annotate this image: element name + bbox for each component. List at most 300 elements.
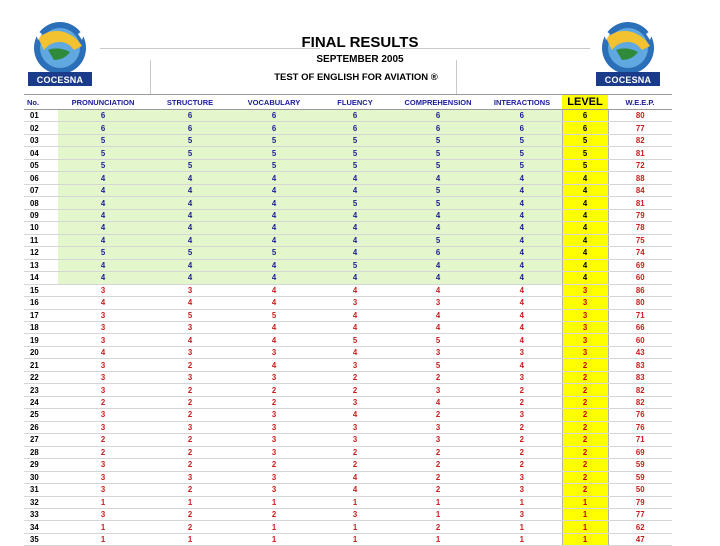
vocabulary-score: 3	[232, 371, 316, 383]
level-score: 2	[562, 421, 608, 433]
structure-score: 4	[148, 272, 232, 284]
fluency-score: 4	[316, 284, 394, 296]
row-number: 25	[24, 409, 58, 421]
weep-score: 62	[608, 521, 672, 533]
comprehension-score: 2	[394, 459, 482, 471]
interactions-score: 4	[482, 321, 562, 333]
row-number: 16	[24, 297, 58, 309]
fluency-score: 2	[316, 446, 394, 458]
weep-score: 79	[608, 496, 672, 508]
table-row	[24, 247, 672, 259]
row-number: 11	[24, 234, 58, 246]
row-number: 30	[24, 471, 58, 483]
interactions-score: 2	[482, 421, 562, 433]
pronunciation-score: 4	[58, 222, 148, 234]
interactions-score: 4	[482, 309, 562, 321]
structure-score: 3	[148, 471, 232, 483]
vocabulary-score: 1	[232, 533, 316, 545]
table-row	[24, 346, 672, 358]
row-number: 08	[24, 197, 58, 209]
structure-score: 2	[148, 396, 232, 408]
structure-score: 2	[148, 459, 232, 471]
structure-score: 4	[148, 197, 232, 209]
fluency-score: 3	[316, 434, 394, 446]
structure-score: 4	[148, 234, 232, 246]
column-header-pronunciation: PRONUNCIATION	[58, 95, 148, 110]
pronunciation-score: 4	[58, 184, 148, 196]
interactions-score: 4	[482, 259, 562, 271]
row-number: 14	[24, 272, 58, 284]
vocabulary-score: 2	[232, 459, 316, 471]
row-number: 17	[24, 309, 58, 321]
fluency-score: 4	[316, 209, 394, 221]
row-number: 19	[24, 334, 58, 346]
comprehension-score: 3	[394, 434, 482, 446]
vocabulary-score: 3	[232, 484, 316, 496]
table-row	[24, 159, 672, 171]
level-score: 6	[562, 110, 608, 122]
level-score: 4	[562, 247, 608, 259]
interactions-score: 5	[482, 147, 562, 159]
comprehension-score: 1	[394, 509, 482, 521]
comprehension-score: 4	[394, 259, 482, 271]
column-header-no: No.	[24, 95, 58, 110]
row-number: 21	[24, 359, 58, 371]
table-row	[24, 421, 672, 433]
table-row	[24, 359, 672, 371]
weep-score: 72	[608, 159, 672, 171]
column-header-comprehension: COMPREHENSION	[394, 95, 482, 110]
row-number: 05	[24, 159, 58, 171]
fluency-score: 2	[316, 371, 394, 383]
interactions-score: 5	[482, 134, 562, 146]
interactions-score: 3	[482, 484, 562, 496]
fluency-score: 3	[316, 396, 394, 408]
interactions-score: 2	[482, 446, 562, 458]
interactions-score: 2	[482, 434, 562, 446]
row-number: 26	[24, 421, 58, 433]
vocabulary-score: 4	[232, 184, 316, 196]
table-row	[24, 446, 672, 458]
weep-score: 77	[608, 509, 672, 521]
fluency-score: 4	[316, 471, 394, 483]
interactions-score: 4	[482, 284, 562, 296]
level-score: 3	[562, 284, 608, 296]
pronunciation-score: 3	[58, 509, 148, 521]
level-score: 5	[562, 159, 608, 171]
table-row	[24, 471, 672, 483]
row-number: 03	[24, 134, 58, 146]
vocabulary-score: 4	[232, 297, 316, 309]
test-name: TEST OF ENGLISH FOR AVIATION ®	[274, 72, 438, 83]
vocabulary-score: 3	[232, 421, 316, 433]
structure-score: 5	[148, 247, 232, 259]
table-row	[24, 496, 672, 508]
pronunciation-score: 3	[58, 384, 148, 396]
vocabulary-score: 3	[232, 434, 316, 446]
interactions-score: 2	[482, 459, 562, 471]
vocabulary-score: 2	[232, 509, 316, 521]
weep-score: 50	[608, 484, 672, 496]
weep-score: 78	[608, 222, 672, 234]
pronunciation-score: 4	[58, 346, 148, 358]
row-number: 24	[24, 396, 58, 408]
pronunciation-score: 3	[58, 371, 148, 383]
interactions-score: 4	[482, 209, 562, 221]
structure-score: 3	[148, 371, 232, 383]
level-score: 4	[562, 222, 608, 234]
pronunciation-score: 3	[58, 321, 148, 333]
comprehension-score: 5	[394, 359, 482, 371]
structure-score: 2	[148, 384, 232, 396]
fluency-score: 4	[316, 222, 394, 234]
weep-score: 69	[608, 259, 672, 271]
pronunciation-score: 3	[58, 309, 148, 321]
fluency-score: 2	[316, 384, 394, 396]
structure-score: 2	[148, 521, 232, 533]
row-number: 29	[24, 459, 58, 471]
structure-score: 4	[148, 184, 232, 196]
row-number: 20	[24, 346, 58, 358]
row-number: 18	[24, 321, 58, 333]
table-row	[24, 309, 672, 321]
interactions-score: 4	[482, 272, 562, 284]
fluency-score: 6	[316, 122, 394, 134]
fluency-score: 4	[316, 272, 394, 284]
pronunciation-score: 1	[58, 533, 148, 545]
weep-score: 60	[608, 272, 672, 284]
comprehension-score: 2	[394, 371, 482, 383]
comprehension-score: 3	[394, 346, 482, 358]
interactions-score: 4	[482, 234, 562, 246]
level-score: 4	[562, 197, 608, 209]
page-title: FINAL RESULTS	[301, 34, 419, 51]
logo-left-text: COCESNA	[36, 75, 84, 85]
structure-score: 5	[148, 147, 232, 159]
fluency-score: 1	[316, 521, 394, 533]
row-number: 01	[24, 110, 58, 122]
fluency-score: 5	[316, 334, 394, 346]
column-header-fluency: FLUENCY	[316, 95, 394, 110]
row-number: 09	[24, 209, 58, 221]
pronunciation-score: 1	[58, 521, 148, 533]
table-row	[24, 434, 672, 446]
comprehension-score: 2	[394, 484, 482, 496]
row-number: 34	[24, 521, 58, 533]
weep-score: 82	[608, 134, 672, 146]
level-score: 1	[562, 509, 608, 521]
structure-score: 4	[148, 297, 232, 309]
interactions-score: 4	[482, 222, 562, 234]
fluency-score: 4	[316, 234, 394, 246]
weep-score: 83	[608, 359, 672, 371]
interactions-score: 3	[482, 371, 562, 383]
weep-score: 82	[608, 384, 672, 396]
weep-score: 75	[608, 234, 672, 246]
vocabulary-score: 6	[232, 122, 316, 134]
vocabulary-score: 4	[232, 259, 316, 271]
structure-score: 5	[148, 309, 232, 321]
column-header-level: LEVEL	[562, 95, 608, 110]
weep-score: 66	[608, 321, 672, 333]
table-row	[24, 147, 672, 159]
level-score: 4	[562, 234, 608, 246]
fluency-score: 4	[316, 309, 394, 321]
weep-score: 71	[608, 309, 672, 321]
weep-score: 43	[608, 346, 672, 358]
level-score: 3	[562, 297, 608, 309]
vocabulary-score: 1	[232, 521, 316, 533]
fluency-score: 4	[316, 409, 394, 421]
row-number: 04	[24, 147, 58, 159]
interactions-score: 2	[482, 384, 562, 396]
pronunciation-score: 3	[58, 284, 148, 296]
interactions-score: 4	[482, 197, 562, 209]
comprehension-score: 6	[394, 110, 482, 122]
structure-score: 4	[148, 334, 232, 346]
fluency-score: 3	[316, 359, 394, 371]
level-score: 1	[562, 533, 608, 545]
comprehension-score: 2	[394, 446, 482, 458]
fluency-score: 4	[316, 184, 394, 196]
comprehension-score: 3	[394, 421, 482, 433]
level-score: 5	[562, 147, 608, 159]
table-row	[24, 321, 672, 333]
level-score: 1	[562, 496, 608, 508]
vocabulary-score: 2	[232, 384, 316, 396]
level-score: 2	[562, 471, 608, 483]
interactions-score: 4	[482, 172, 562, 184]
pronunciation-score: 4	[58, 259, 148, 271]
structure-score: 1	[148, 496, 232, 508]
structure-score: 4	[148, 209, 232, 221]
weep-score: 59	[608, 471, 672, 483]
weep-score: 79	[608, 209, 672, 221]
structure-score: 2	[148, 484, 232, 496]
pronunciation-score: 4	[58, 172, 148, 184]
table-header-row	[24, 95, 672, 110]
fluency-score: 4	[316, 484, 394, 496]
comprehension-score: 1	[394, 533, 482, 545]
weep-score: 77	[608, 122, 672, 134]
vocabulary-score: 3	[232, 346, 316, 358]
vocabulary-score: 5	[232, 309, 316, 321]
vocabulary-score: 4	[232, 209, 316, 221]
vocabulary-score: 4	[232, 334, 316, 346]
fluency-score: 5	[316, 159, 394, 171]
structure-score: 3	[148, 321, 232, 333]
row-number: 33	[24, 509, 58, 521]
structure-score: 4	[148, 172, 232, 184]
level-score: 4	[562, 272, 608, 284]
table-row	[24, 197, 672, 209]
pronunciation-score: 3	[58, 421, 148, 433]
comprehension-score: 4	[394, 396, 482, 408]
table-row	[24, 222, 672, 234]
pronunciation-score: 4	[58, 272, 148, 284]
vocabulary-score: 5	[232, 134, 316, 146]
interactions-score: 1	[482, 533, 562, 545]
pronunciation-score: 5	[58, 247, 148, 259]
structure-score: 6	[148, 110, 232, 122]
table-row	[24, 509, 672, 521]
comprehension-score: 4	[394, 172, 482, 184]
pronunciation-score: 5	[58, 134, 148, 146]
level-score: 4	[562, 184, 608, 196]
table-row	[24, 284, 672, 296]
interactions-score: 3	[482, 346, 562, 358]
vocabulary-score: 3	[232, 446, 316, 458]
column-header-interactions: INTERACTIONS	[482, 95, 562, 110]
row-number: 35	[24, 533, 58, 545]
level-score: 4	[562, 259, 608, 271]
pronunciation-score: 4	[58, 234, 148, 246]
structure-score: 5	[148, 134, 232, 146]
pronunciation-score: 2	[58, 434, 148, 446]
comprehension-score: 1	[394, 496, 482, 508]
vocabulary-score: 5	[232, 147, 316, 159]
weep-score: 71	[608, 434, 672, 446]
weep-score: 59	[608, 459, 672, 471]
interactions-score: 3	[482, 409, 562, 421]
comprehension-score: 5	[394, 234, 482, 246]
structure-score: 2	[148, 359, 232, 371]
row-number: 28	[24, 446, 58, 458]
weep-score: 74	[608, 247, 672, 259]
vocabulary-score: 4	[232, 172, 316, 184]
pronunciation-score: 4	[58, 297, 148, 309]
weep-score: 83	[608, 371, 672, 383]
vocabulary-score: 4	[232, 272, 316, 284]
fluency-score: 1	[316, 496, 394, 508]
level-score: 2	[562, 434, 608, 446]
weep-score: 84	[608, 184, 672, 196]
level-score: 3	[562, 309, 608, 321]
column-header-vocabulary: VOCABULARY	[232, 95, 316, 110]
structure-score: 1	[148, 533, 232, 545]
comprehension-score: 5	[394, 134, 482, 146]
weep-score: 88	[608, 172, 672, 184]
interactions-score: 6	[482, 122, 562, 134]
level-score: 4	[562, 172, 608, 184]
structure-score: 2	[148, 446, 232, 458]
comprehension-score: 4	[394, 321, 482, 333]
fluency-score: 4	[316, 172, 394, 184]
level-score: 5	[562, 134, 608, 146]
interactions-score: 6	[482, 110, 562, 122]
row-number: 31	[24, 484, 58, 496]
level-score: 2	[562, 484, 608, 496]
vocabulary-score: 3	[232, 471, 316, 483]
comprehension-score: 5	[394, 147, 482, 159]
pronunciation-score: 6	[58, 122, 148, 134]
row-number: 27	[24, 434, 58, 446]
interactions-score: 1	[482, 496, 562, 508]
weep-score: 86	[608, 284, 672, 296]
row-number: 06	[24, 172, 58, 184]
weep-score: 81	[608, 197, 672, 209]
level-score: 3	[562, 346, 608, 358]
row-number: 22	[24, 371, 58, 383]
table-row	[24, 259, 672, 271]
table-row	[24, 459, 672, 471]
interactions-score: 5	[482, 159, 562, 171]
level-score: 4	[562, 209, 608, 221]
vocabulary-score: 4	[232, 359, 316, 371]
fluency-score: 4	[316, 321, 394, 333]
comprehension-score: 3	[394, 297, 482, 309]
structure-score: 3	[148, 346, 232, 358]
row-number: 23	[24, 384, 58, 396]
table-row	[24, 371, 672, 383]
interactions-score: 2	[482, 396, 562, 408]
comprehension-score: 4	[394, 272, 482, 284]
row-number: 13	[24, 259, 58, 271]
structure-score: 4	[148, 222, 232, 234]
level-score: 6	[562, 122, 608, 134]
comprehension-score: 6	[394, 247, 482, 259]
row-number: 02	[24, 122, 58, 134]
fluency-score: 5	[316, 259, 394, 271]
column-header-weep: W.E.E.P.	[608, 95, 672, 110]
table-row	[24, 209, 672, 221]
weep-score: 80	[608, 297, 672, 309]
structure-score: 6	[148, 122, 232, 134]
table-row	[24, 521, 672, 533]
weep-score: 47	[608, 533, 672, 545]
comprehension-score: 4	[394, 284, 482, 296]
vocabulary-score: 4	[232, 284, 316, 296]
structure-score: 4	[148, 259, 232, 271]
row-number: 15	[24, 284, 58, 296]
interactions-score: 3	[482, 509, 562, 521]
weep-score: 69	[608, 446, 672, 458]
vocabulary-score: 4	[232, 197, 316, 209]
column-header-structure: STRUCTURE	[148, 95, 232, 110]
level-score: 2	[562, 446, 608, 458]
vocabulary-score: 5	[232, 247, 316, 259]
comprehension-score: 2	[394, 409, 482, 421]
results-body	[24, 110, 672, 546]
table-row	[24, 272, 672, 284]
weep-score: 82	[608, 396, 672, 408]
comprehension-score: 2	[394, 521, 482, 533]
interactions-score: 1	[482, 521, 562, 533]
interactions-score: 4	[482, 247, 562, 259]
comprehension-score: 5	[394, 159, 482, 171]
pronunciation-score: 3	[58, 359, 148, 371]
table-row	[24, 396, 672, 408]
pronunciation-score: 6	[58, 110, 148, 122]
table-row	[24, 110, 672, 122]
pronunciation-score: 3	[58, 409, 148, 421]
comprehension-score: 4	[394, 222, 482, 234]
fluency-score: 4	[316, 346, 394, 358]
pronunciation-score: 4	[58, 209, 148, 221]
interactions-score: 4	[482, 184, 562, 196]
row-number: 10	[24, 222, 58, 234]
fluency-score: 6	[316, 110, 394, 122]
logo-right-text: COCESNA	[604, 75, 652, 85]
page-subtitle: SEPTEMBER 2005	[316, 54, 404, 65]
table-row	[24, 184, 672, 196]
level-score: 3	[562, 334, 608, 346]
weep-score: 76	[608, 421, 672, 433]
structure-score: 3	[148, 284, 232, 296]
vocabulary-score: 4	[232, 321, 316, 333]
fluency-score: 5	[316, 134, 394, 146]
comprehension-score: 5	[394, 197, 482, 209]
